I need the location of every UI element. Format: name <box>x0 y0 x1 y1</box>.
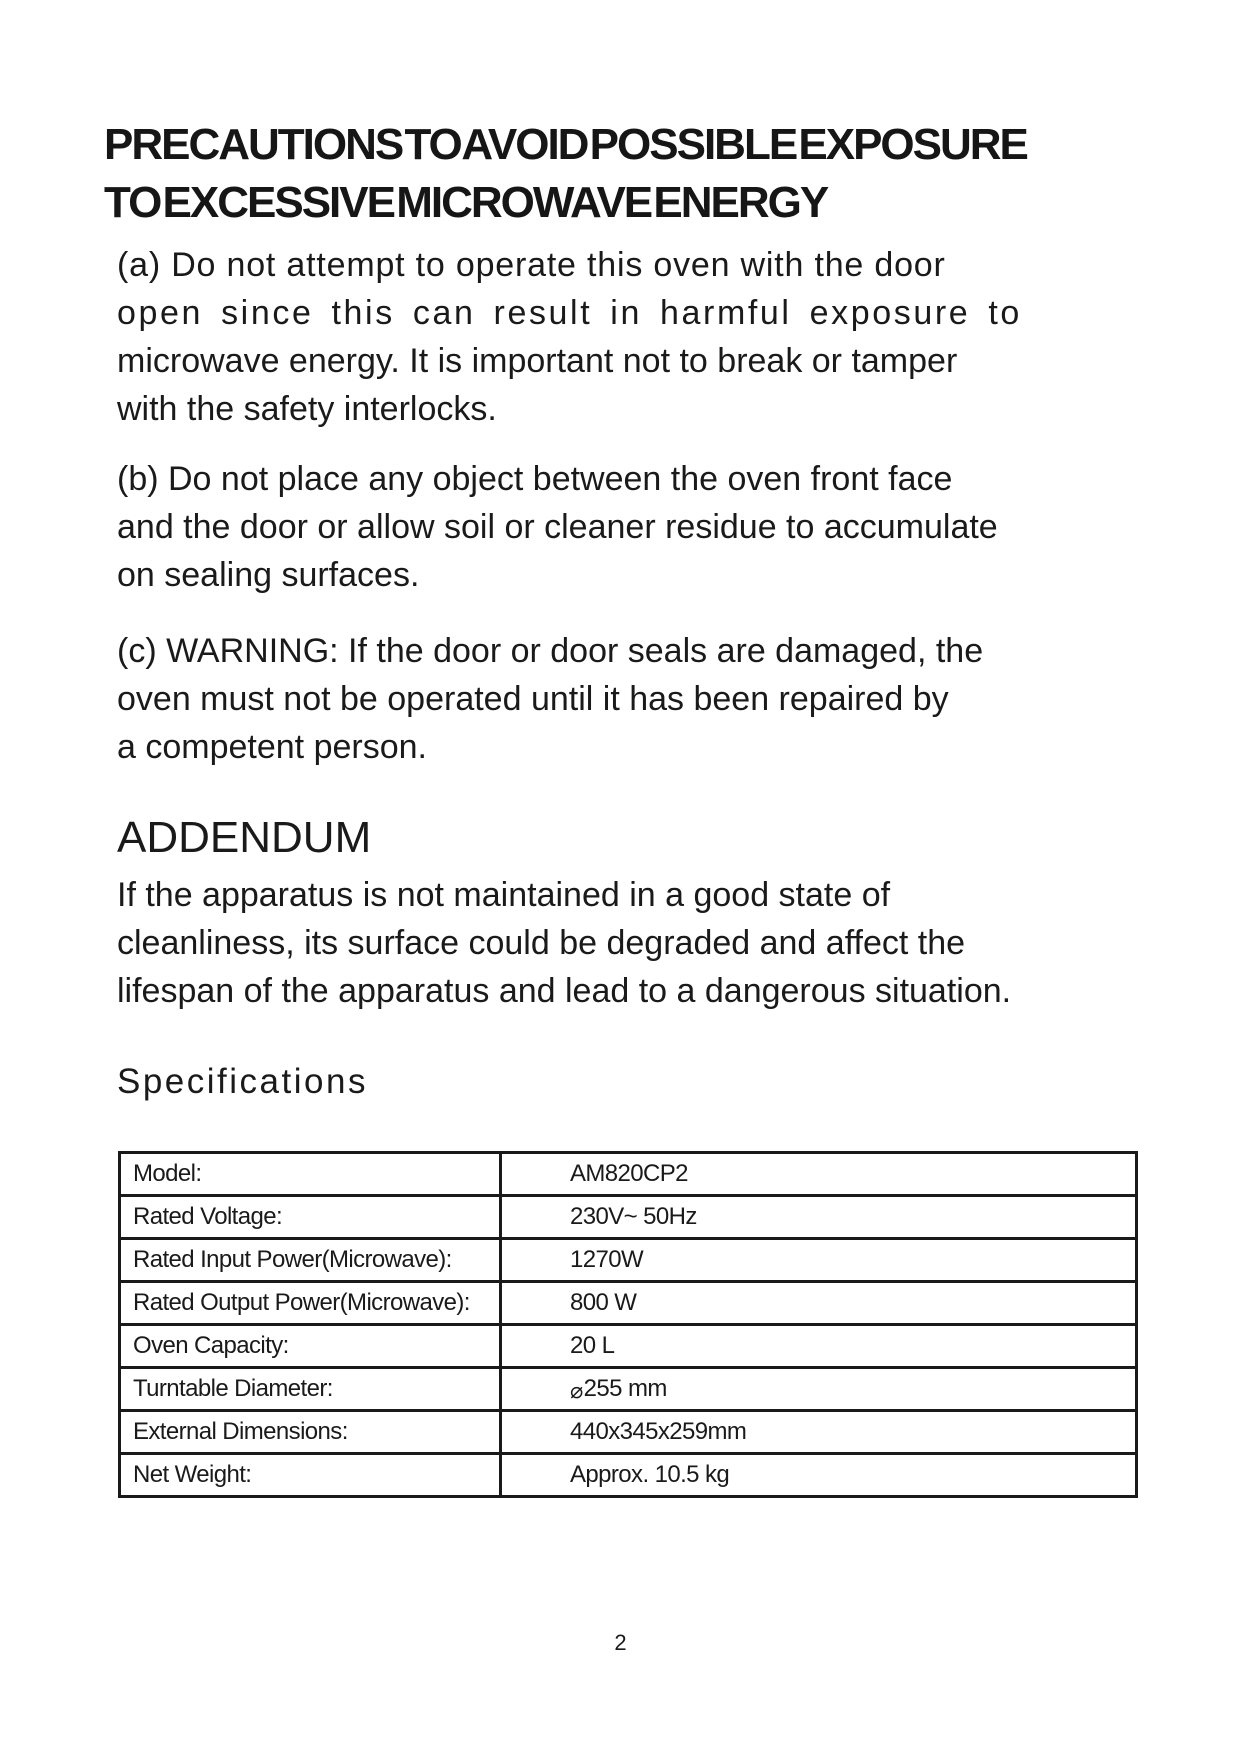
spec-value-output-power: 800 W <box>501 1282 1137 1325</box>
table-row <box>120 1411 1137 1454</box>
spec-value-oven-capacity: 20 L <box>501 1325 1137 1368</box>
table-row <box>120 1325 1137 1368</box>
precaution-a-line-4: with the safety interlocks. <box>117 390 497 428</box>
precaution-b-line-3: on sealing surfaces. <box>117 556 420 594</box>
precaution-a <box>117 241 1022 433</box>
specifications-title: Specifications <box>117 1062 368 1101</box>
precaution-a-line-2: open since this can result in harmful exposure to <box>117 294 1022 332</box>
table-row <box>120 1454 1137 1497</box>
addendum-line-3: lifespan of the apparatus and lead to a dangerous situation. <box>117 972 1012 1010</box>
table-row <box>120 1368 1137 1411</box>
heading-line-2: TO EXCESSIVE MICROWAVE ENERGY <box>104 178 828 227</box>
spec-value-external-dimensions: 440x345x259mm <box>501 1411 1137 1454</box>
precaution-b-line-1: (b) Do not place any object between the oven front face <box>117 460 953 498</box>
spec-label-model: Model: <box>120 1153 501 1196</box>
spec-label-turntable-diameter: Turntable Diameter: <box>120 1368 501 1411</box>
heading-line-1: PRECAUTIONS TO AVOID POSSIBLE EXPOSURE <box>104 120 1027 169</box>
spec-label-output-power: Rated Output Power(Microwave): <box>120 1282 501 1325</box>
table-row <box>120 1196 1137 1239</box>
spec-label-net-weight: Net Weight: <box>120 1454 501 1497</box>
precaution-a-line-1: (a) Do not attempt to operate this oven with the door <box>117 246 946 284</box>
table-row <box>120 1282 1137 1325</box>
spec-value-turntable-diameter: 255 mm <box>583 1375 667 1402</box>
spec-value-net-weight: Approx. 10.5 kg <box>501 1454 1137 1497</box>
diameter-icon: ⌀ <box>570 1378 583 1403</box>
spec-label-rated-voltage: Rated Voltage: <box>120 1196 501 1239</box>
table-row <box>120 1153 1137 1196</box>
page-heading <box>104 116 1144 232</box>
precaution-b-line-2: and the door or allow soil or cleaner residue to accumulate <box>117 508 998 546</box>
spec-value-model: AM820CP2 <box>501 1153 1137 1196</box>
table-row <box>120 1239 1137 1282</box>
precaution-a-line-3: microwave energy. It is important not to break or tamper <box>117 342 958 380</box>
page-number: 2 <box>614 1630 627 1655</box>
precaution-c-warning <box>117 627 983 771</box>
spec-label-oven-capacity: Oven Capacity: <box>120 1325 501 1368</box>
spec-value-rated-voltage: 230V~ 50Hz <box>501 1196 1137 1239</box>
precaution-c-line-1: (c) WARNING: If the door or door seals are damaged, the <box>117 632 984 670</box>
precaution-c-line-3: a competent person. <box>117 728 427 766</box>
addendum-title: ADDENDUM <box>117 813 372 862</box>
addendum-text <box>117 871 1011 1015</box>
spec-label-external-dimensions: External Dimensions: <box>120 1411 501 1454</box>
precaution-b <box>117 455 998 599</box>
precaution-c-line-2: oven must not be operated until it has been repaired by <box>117 680 949 718</box>
spec-label-input-power: Rated Input Power(Microwave): <box>120 1239 501 1282</box>
addendum-line-2: cleanliness, its surface could be degraded and affect the <box>117 924 966 962</box>
spec-value-input-power: 1270W <box>501 1239 1137 1282</box>
addendum-line-1: If the apparatus is not maintained in a good state of <box>117 876 891 914</box>
spec-value-turntable-diameter-cell <box>501 1368 1137 1411</box>
specifications-table <box>118 1151 1138 1498</box>
